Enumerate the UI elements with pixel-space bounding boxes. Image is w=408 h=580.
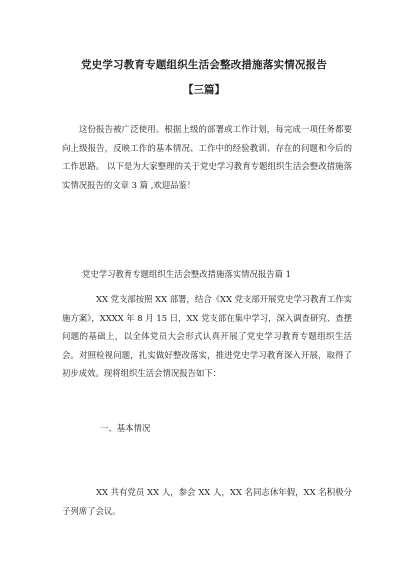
document-subtitle: 【三篇】 (183, 84, 225, 96)
section-body-paragraph: XX 共有党员 XX 人，参会 XX 人，XX 名同志休年假，XX 名积极分子列席了会议。 (62, 487, 352, 516)
intro-paragraph: 这份报告被广泛使用。根据上级的部署或工作计划，每完成一项任务都要向上级报告，反映工作的基本情况、工作中的经验教训、存在的问题和今后的工作思路。 以下是为大家整理的关于党史学习教育专题组织生活会整改措施落实情况报告的文章 3 篇 ,欢迎品鉴！ (62, 124, 352, 190)
section-heading: 一、基本情况 (100, 423, 151, 433)
body-paragraph: XX 党支部按照 XX 部署，结合《XX 党支部开展党史学习教育工作实施方案》，XXXX 年 8 月 15 日，XX 党支部在集中学习，深入调查研究、查摆问题的基础上，以全体党员大会形式认真开展了党史学习教育专题组织生活会。对照检视问题，扎实做好整改落实，推进党史学习教育深入开展，取得了初步成效。现将组织生活会情况报告如下： (62, 294, 352, 379)
report-label: 党史学习教育专题组织生活会整改措施落实情况报告篇 1 (82, 269, 291, 279)
document-title: 党史学习教育专题组织生活会整改措施落实情况报告 (80, 59, 328, 71)
